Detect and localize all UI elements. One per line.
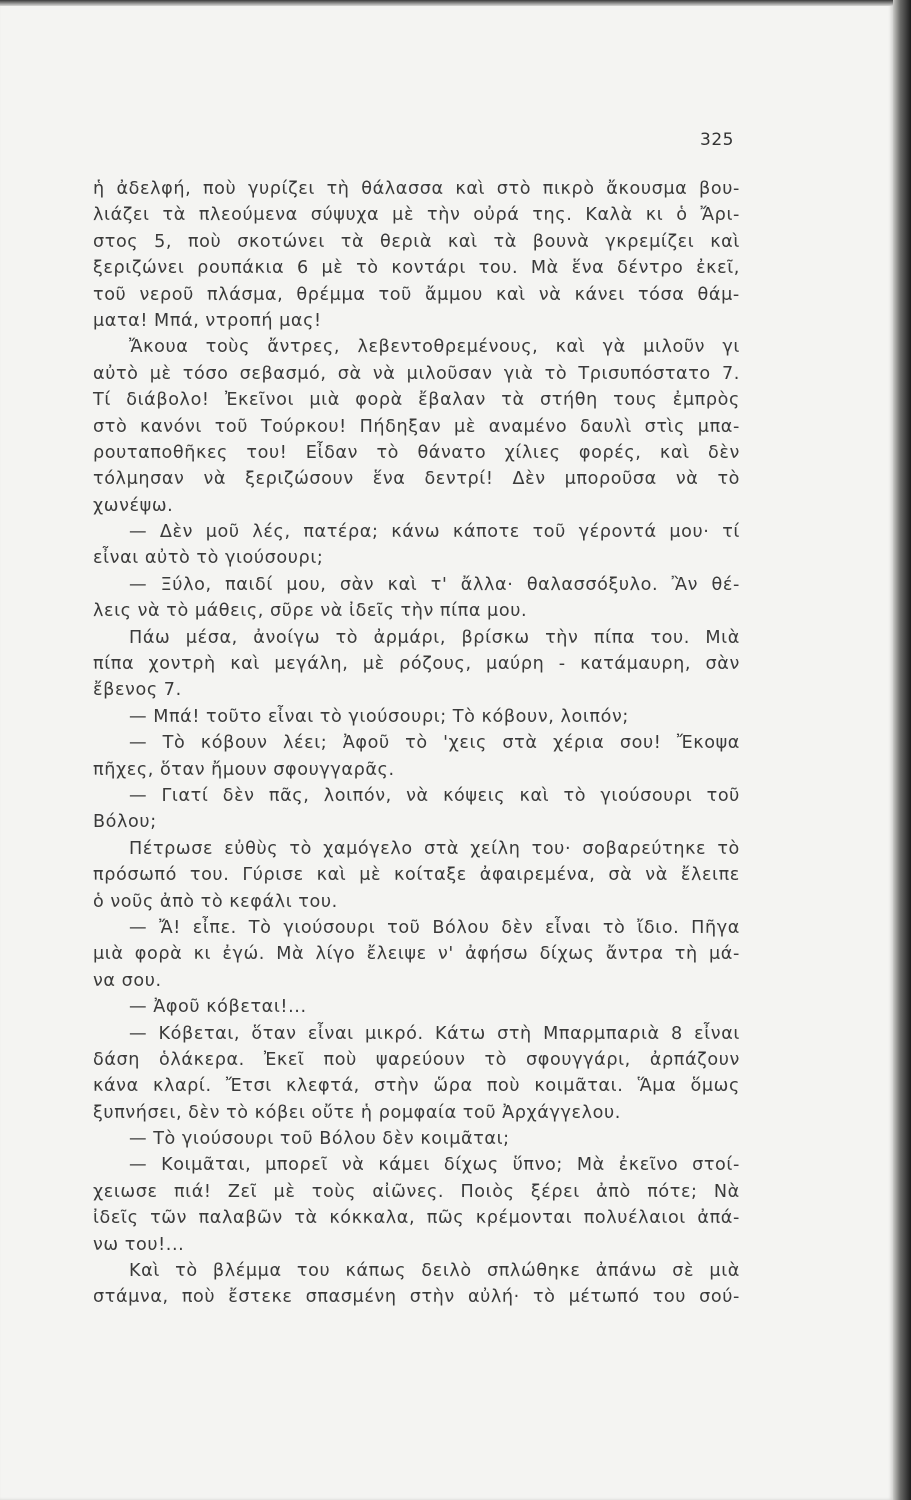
text-line: κάνα κλαρί. Ἔτσι κλεφτά, στὴν ὥρα ποὺ κοιμᾶται. Ἅμα ὅμως xyxy=(93,1076,740,1097)
text-line: στάμνα, ποὺ ἔστεκε σπασμένη στὴν αὐλή· τὸ μέτωπό του σού- xyxy=(93,1287,740,1308)
text-line: ξεριζώνει ρουπάκια 6 μὲ τὸ κοντάρι του. Μὰ ἕνα δέντρο ἐκεῖ, xyxy=(93,258,740,279)
text-line: — Τὸ κόβουν λέει; Ἀφοῦ τὸ 'χεις στὰ χέρια σου! Ἔκοψα xyxy=(129,733,740,754)
page-binding-edge xyxy=(893,0,911,1500)
text-line: — Γιατί δὲν πᾶς, λοιπόν, νὰ κόψεις καὶ τὸ γιούσουρι τοῦ xyxy=(129,785,740,806)
text-line: ξυπνήσει, δὲν τὸ κόβει οὔτε ἡ ρομφαία τοῦ Ἀρχάγγελου. xyxy=(93,1102,621,1123)
text-line: — Τὸ γιούσουρι τοῦ Βόλου δὲν κοιμᾶται; xyxy=(129,1129,510,1150)
text-line: Ἄκουα τοὺς ἄντρες, λεβεντοθρεμένους, καὶ γὰ μιλοῦν γι xyxy=(129,337,740,358)
text-line: στος 5, ποὺ σκοτώνει τὰ θεριὰ καὶ τὰ βουνὰ γκρεμίζει καὶ xyxy=(93,231,740,252)
text-line: ὁ νοῦς ἀπὸ τὸ κεφάλι του. xyxy=(93,891,338,912)
text-line: — Κοιμᾶται, μπορεῖ νὰ κάμει δίχως ὕπνο; Μὰ ἐκεῖνο στοί- xyxy=(129,1155,740,1176)
text-line: δάση ὁλάκερα. Ἐκεῖ ποὺ ψαρεύουν τὸ σφουγγάρι, ἀρπάζουν xyxy=(93,1049,740,1070)
text-line: ἰδεῖς τῶν παλαβῶν τὰ κόκκαλα, πῶς κρέμονται πολυέλαιοι ἀπά- xyxy=(93,1208,740,1229)
text-line: πρόσωπό του. Γύρισε καὶ μὲ κοίταξε ἀφαιρεμένα, σὰ νὰ ἔλειπε xyxy=(93,865,740,886)
page-number: 325 xyxy=(700,130,734,150)
text-line: πίπα χοντρὴ καὶ μεγάλη, μὲ ρόζους, μαύρη - κατάμαυρη, σὰν xyxy=(93,654,740,675)
text-line: Πέτρωσε εὐθὺς τὸ χαμόγελο στὰ χείλη του· σοβαρεύτηκε τὸ xyxy=(129,838,740,859)
page-top-edge xyxy=(0,0,893,6)
text-line: νω του!... xyxy=(93,1234,185,1255)
text-line: χειωσε πιά! Ζεῖ μὲ τοὺς αἰῶνες. Ποιὸς ξέρει ἀπὸ πότε; Νὰ xyxy=(93,1181,740,1202)
text-line: — Κόβεται, ὅταν εἶναι μικρό. Κάτω στὴ Μπαρμπαριὰ 8 εἶναι xyxy=(129,1023,740,1044)
text-line: λεις νὰ τὸ μάθεις, σῦρε νὰ ἰδεῖς τὴν πίπα μου. xyxy=(93,601,528,622)
text-line: λιάζει τὰ πλεούμενα σύψυχα μὲ τὴν οὐρά της. Καλὰ κι ὁ Ἄρι- xyxy=(93,205,740,226)
text-line: Καὶ τὸ βλέμμα του κάπως δειλὸ σπλώθηκε ἀπάνω σὲ μιὰ xyxy=(129,1261,740,1282)
text-line: χωνέψω. xyxy=(93,495,174,516)
text-line: ἡ ἀδελφή, ποὺ γυρίζει τὴ θάλασσα καὶ στὸ πικρὸ ἄκουσμα βου- xyxy=(93,179,740,199)
text-line: ρουταποθῆκες του! Εἶδαν τὸ θάνατο χίλιες φορές, καὶ δὲν xyxy=(93,442,740,463)
text-line: ματα! Μπά, ντροπή μας! xyxy=(93,310,322,331)
text-line: Βόλου; xyxy=(93,812,157,833)
text-line: — Ἀφοῦ κόβεται!... xyxy=(129,997,307,1018)
text-line: εἶναι αὐτὸ τὸ γιούσουρι; xyxy=(93,548,324,569)
text-line: ἔβενος 7. xyxy=(93,680,182,701)
text-line: τοῦ νεροῦ πλάσμα, θρέμμα τοῦ ἄμμου καὶ νὰ κάνει τόσα θάμ- xyxy=(93,284,740,305)
text-line: στὸ κανόνι τοῦ Τούρκου! Πήδηξαν μὲ αναμένο δαυλὶ στὶς μπα- xyxy=(93,416,740,437)
text-line: — Ξύλο, παιδί μου, σὰν καὶ τ' ἄλλα· θαλασσόξυλο. Ἂν θέ- xyxy=(129,574,740,595)
text-line: Πάω μέσα, ἀνοίγω τὸ ἀρμάρι, βρίσκω τὴν πίπα του. Μιὰ xyxy=(129,627,740,648)
text-line: τόλμησαν νὰ ξεριζώσουν ἕνα δεντρί! Δὲν μποροῦσα νὰ τὸ xyxy=(93,469,740,490)
text-line: — Ἄ! εἶπε. Τὸ γιούσουρι τοῦ Βόλου δὲν εἶναι τὸ ἴδιο. Πῆγα xyxy=(129,917,740,938)
text-line: αὐτὸ μὲ τόσο σεβασμό, σὰ νὰ μιλοῦσαν γιὰ τὸ Τρισυπόστατο 7. xyxy=(93,363,740,384)
text-line: Τί διάβολο! Ἐκεῖνοι μιὰ φορὰ ἔβαλαν τὰ στήθη τους ἐμπρὸς xyxy=(93,390,740,411)
text-line: — Δὲν μοῦ λές, πατέρα; κάνω κάποτε τοῦ γέροντά μου· τί xyxy=(129,522,740,543)
text-line: πῆχες, ὅταν ἤμουν σφουγγαρᾶς. xyxy=(93,759,395,780)
body-text xyxy=(93,176,740,1311)
text-line: να σου. xyxy=(93,970,162,991)
text-line: μιὰ φορὰ κι ἐγώ. Μὰ λίγο ἔλειψε ν' ἀφήσω δίχως ἄντρα τὴ μά- xyxy=(93,944,740,965)
text-line: — Μπά! τοῦτο εἶναι τὸ γιούσουρι; Τὸ κόβουν, λοιπόν; xyxy=(129,706,629,727)
